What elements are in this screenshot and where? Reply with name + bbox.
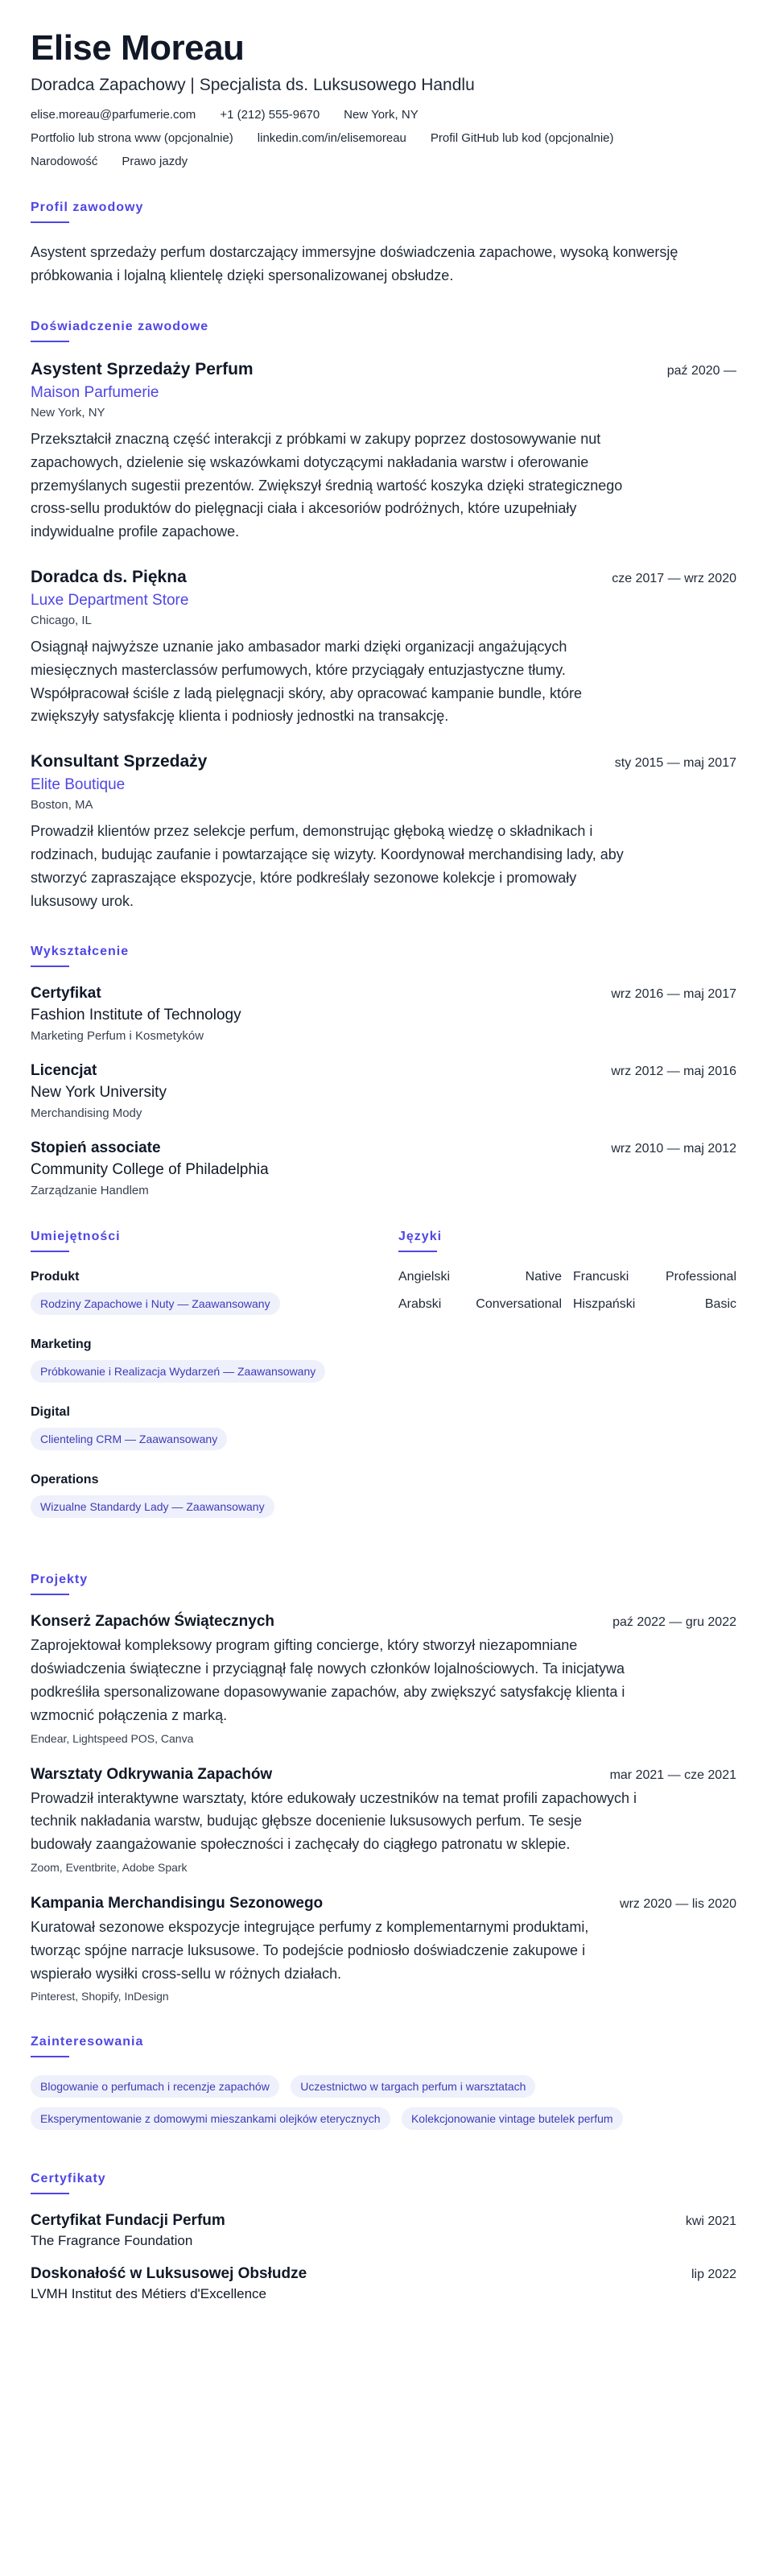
certificate-name: Doskonałość w Luksusowej Obsłudze — [31, 2265, 307, 2283]
contact-github[interactable]: Profil GitHub lub kod (opcjonalnie) — [430, 131, 614, 146]
skill-group — [31, 1270, 398, 1321]
certificate-entry — [31, 2265, 736, 2302]
skills-section — [31, 1230, 398, 1540]
language-item — [398, 1297, 562, 1312]
company-name: Maison Parfumerie — [31, 383, 159, 401]
job-date: sty 2015 — maj 2017 — [614, 756, 736, 771]
section-title: Umiejętności — [31, 1230, 121, 1244]
section-title: Certyfikaty — [31, 2172, 106, 2186]
certificate-issuer: The Fragrance Foundation — [31, 2233, 193, 2249]
section-divider — [31, 1594, 69, 1595]
language-name: Arabski — [398, 1297, 442, 1312]
project-name: Konserż Zapachów Świątecznych — [31, 1613, 275, 1631]
language-item — [398, 1270, 562, 1284]
language-name: Hiszpański — [573, 1297, 636, 1312]
language-name: Angielski — [398, 1270, 451, 1284]
project-description: Prowadził interaktywne warsztaty, które edukowały uczestników na temat profili zapachowych i technik nakładania warstw, budując głębsze docenienie luksusowych perfum. Te sesje budowały zaangażowanie społeczności i zachęcały do ciągłego patronatu w sklepie. — [31, 1789, 637, 1853]
project-description: Kuratował sezonowe ekspozycje integrujące perfumy z komplementarnymi produktami, tworząc spójne narracje luksusowe. To podejście podniosło doświadczenie zakupowe i wspierało wysiłki cross-sellu w różnych działach. — [31, 1918, 589, 1982]
education-date: wrz 2016 — maj 2017 — [611, 987, 736, 1002]
project-tools: Zoom, Eventbrite, Adobe Spark — [31, 1860, 188, 1874]
experience-section — [31, 320, 736, 912]
contact-portfolio[interactable]: Portfolio lub strona www (opcjonalnie) — [31, 131, 233, 146]
profile-section — [31, 201, 736, 287]
job-title: Konsultant Sprzedaży — [31, 752, 208, 771]
section-divider — [31, 221, 69, 223]
projects-section — [31, 1573, 736, 2003]
section-divider — [31, 965, 69, 967]
contact-license: Prawo jazdy — [122, 155, 188, 169]
certificates-section — [31, 2172, 736, 2302]
section-divider — [31, 1251, 69, 1252]
section-title: Profil zawodowy — [31, 201, 144, 215]
section-title: Języki — [398, 1230, 443, 1244]
languages-grid — [398, 1270, 736, 1312]
education-date: wrz 2010 — maj 2012 — [611, 1142, 736, 1156]
project-date: paź 2022 — gru 2022 — [612, 1615, 736, 1630]
language-item — [573, 1270, 736, 1284]
contact-row-extra — [31, 155, 736, 168]
study-field: Merchandising Mody — [31, 1106, 142, 1121]
study-field: Zarządzanie Handlem — [31, 1184, 149, 1198]
section-divider — [31, 2193, 69, 2194]
contact-row-links — [31, 131, 736, 145]
certificate-name: Certyfikat Fundacji Perfum — [31, 2212, 225, 2230]
project-date: mar 2021 — cze 2021 — [609, 1768, 736, 1782]
section-title: Zainteresowania — [31, 2035, 144, 2049]
skill-category: Produkt — [31, 1270, 80, 1284]
degree-name: Certyfikat — [31, 985, 101, 1003]
project-entry — [31, 1766, 736, 1874]
interests-list — [31, 2075, 723, 2140]
job-location: New York, NY — [31, 405, 105, 420]
skill-chip: Rodziny Zapachowe i Nuty — Zaawansowany — [31, 1292, 280, 1315]
skill-category: Operations — [31, 1473, 99, 1487]
contact-nationality: Narodowość — [31, 155, 98, 169]
degree-name: Stopień associate — [31, 1139, 161, 1157]
contact-email[interactable]: elise.moreau@parfumerie.com — [31, 108, 196, 122]
skills-languages-row — [31, 1230, 736, 1540]
language-item — [573, 1297, 736, 1312]
skill-chip: Wizualne Standardy Lady — Zaawansowany — [31, 1495, 274, 1518]
project-entry — [31, 1895, 736, 2003]
language-name: Francuski — [573, 1270, 629, 1284]
interest-chip: Blogowanie o perfumach i recenzje zapachów — [31, 2075, 279, 2098]
job-date: cze 2017 — wrz 2020 — [612, 571, 736, 585]
certificate-date: kwi 2021 — [685, 2214, 736, 2229]
section-title: Doświadczenie zawodowe — [31, 319, 209, 333]
job-title: Asystent Sprzedaży Perfum — [31, 359, 254, 378]
company-name: Elite Boutique — [31, 776, 126, 794]
language-level: Native — [525, 1270, 562, 1284]
candidate-headline: Doradca Zapachowy | Specjalista ds. Luksusowego Handlu — [31, 76, 475, 95]
section-divider — [398, 1251, 437, 1252]
interest-chip: Kolekcjonowanie vintage butelek perfum — [402, 2107, 623, 2130]
project-entry — [31, 1613, 736, 1744]
experience-entry — [31, 568, 736, 728]
resume-header — [31, 29, 736, 168]
project-name: Warsztaty Odkrywania Zapachów — [31, 1765, 273, 1783]
study-field: Marketing Perfum i Kosmetyków — [31, 1029, 204, 1044]
education-entry — [31, 1139, 736, 1197]
job-description: Przekształcił znaczną część interakcji z próbkami w zakupy poprzez dostosowywanie nut zapachowych, dzielenie się wskazówkami dotyczącymi nakładania warstw i oferowanie przemyślanych sugestii prezentów. Zwiększył średnią wartość koszyka dzięki strategicznego cross-sellu produktów do pielęgnacji ciała i akcesoriów podróżnych, które uzupełniały indywidualne profile zapachowe. — [31, 430, 623, 540]
interest-chip: Eksperymentowanie z domowymi mieszankami olejków eterycznych — [31, 2107, 390, 2130]
certificate-date: lip 2022 — [691, 2268, 736, 2282]
project-date: wrz 2020 — lis 2020 — [620, 1896, 736, 1911]
school-name: Fashion Institute of Technology — [31, 1007, 241, 1024]
contact-linkedin[interactable]: linkedin.com/in/elisemoreau — [257, 131, 406, 146]
contact-phone[interactable]: +1 (212) 555-9670 — [220, 108, 320, 122]
project-tools: Endear, Lightspeed POS, Canva — [31, 1731, 194, 1745]
education-entry — [31, 985, 736, 1043]
job-location: Chicago, IL — [31, 613, 92, 627]
skill-category: Digital — [31, 1405, 70, 1420]
interest-chip: Uczestnictwo w targach perfum i warsztatach — [291, 2075, 535, 2098]
skill-chip: Clienteling CRM — Zaawansowany — [31, 1428, 227, 1450]
job-location: Boston, MA — [31, 798, 93, 812]
certificate-issuer: LVMH Institut des Métiers d'Excellence — [31, 2286, 266, 2302]
profile-summary: Asystent sprzedaży perfum dostarczający immersyjne doświadczenia zapachowe, wysoką konwersję próbkowania i lojalną klientelę dzięki spersonalizowanej obsłudze. — [31, 244, 678, 284]
experience-entry — [31, 752, 736, 912]
language-level: Conversational — [476, 1297, 562, 1312]
job-description: Osiągnął najwyższe uznanie jako ambasador marki dzięki organizacji angażujących miesięcznych masterclassów perfumowych, które przyciągały entuzjastyczne tłumy. Współpracował ściśle z ladą pielęgnacji skóry, aby opracować kampanie bundle, które zwiększyły satysfakcję klienta i podniosły jednostki na transakcję. — [31, 638, 583, 725]
company-name: Luxe Department Store — [31, 591, 189, 609]
education-entry — [31, 1062, 736, 1120]
job-title: Doradca ds. Piękna — [31, 567, 187, 586]
job-date: paź 2020 — — [666, 363, 736, 378]
school-name: New York University — [31, 1084, 167, 1102]
project-description: Zaprojektował kompleksowy program gifting concierge, który stworzył niezapomniane doświadczenia świąteczne i przyciągnął falę nowych członków lojalnościowych. Ta inicjatywa podkreśliła spersonalizowane dopasowywanie zapachów, aby zwiększyć satysfakcję klienta i wzmocnić połączenia z marką. — [31, 1637, 625, 1723]
skill-chip: Próbkowanie i Realizacja Wydarzeń — Zaawansowany — [31, 1360, 325, 1383]
education-section — [31, 945, 736, 1197]
language-level: Professional — [665, 1270, 736, 1284]
section-title: Wykształcenie — [31, 945, 130, 959]
section-title: Projekty — [31, 1573, 89, 1587]
section-divider — [31, 341, 69, 342]
skill-group — [31, 1338, 398, 1389]
certificate-entry — [31, 2212, 736, 2249]
skill-group — [31, 1473, 398, 1524]
school-name: Community College of Philadelphia — [31, 1161, 269, 1179]
language-level: Basic — [704, 1297, 736, 1312]
languages-section — [398, 1230, 736, 1540]
interests-section — [31, 2035, 736, 2140]
degree-name: Licencjat — [31, 1062, 97, 1080]
project-tools: Pinterest, Shopify, InDesign — [31, 1990, 169, 2003]
contact-row-primary — [31, 108, 736, 122]
section-divider — [31, 2056, 69, 2057]
education-date: wrz 2012 — maj 2016 — [611, 1065, 736, 1079]
experience-entry — [31, 360, 736, 544]
skill-category: Marketing — [31, 1338, 92, 1352]
project-name: Kampania Merchandisingu Sezonowego — [31, 1894, 324, 1912]
skill-group — [31, 1405, 398, 1457]
contact-location: New York, NY — [344, 108, 419, 122]
candidate-name: Elise Moreau — [31, 28, 245, 68]
job-description: Prowadził klientów przez selekcje perfum, demonstrując głęboką wiedzę o składnikach i rodzinach, budując zaufanie i powtarzające się wizyty. Koordynował merchandising lady, aby stworzyć zapraszające ekspozycje, które podkreślały sezonowe kolekcje i promowały luksusowy urok. — [31, 823, 624, 909]
